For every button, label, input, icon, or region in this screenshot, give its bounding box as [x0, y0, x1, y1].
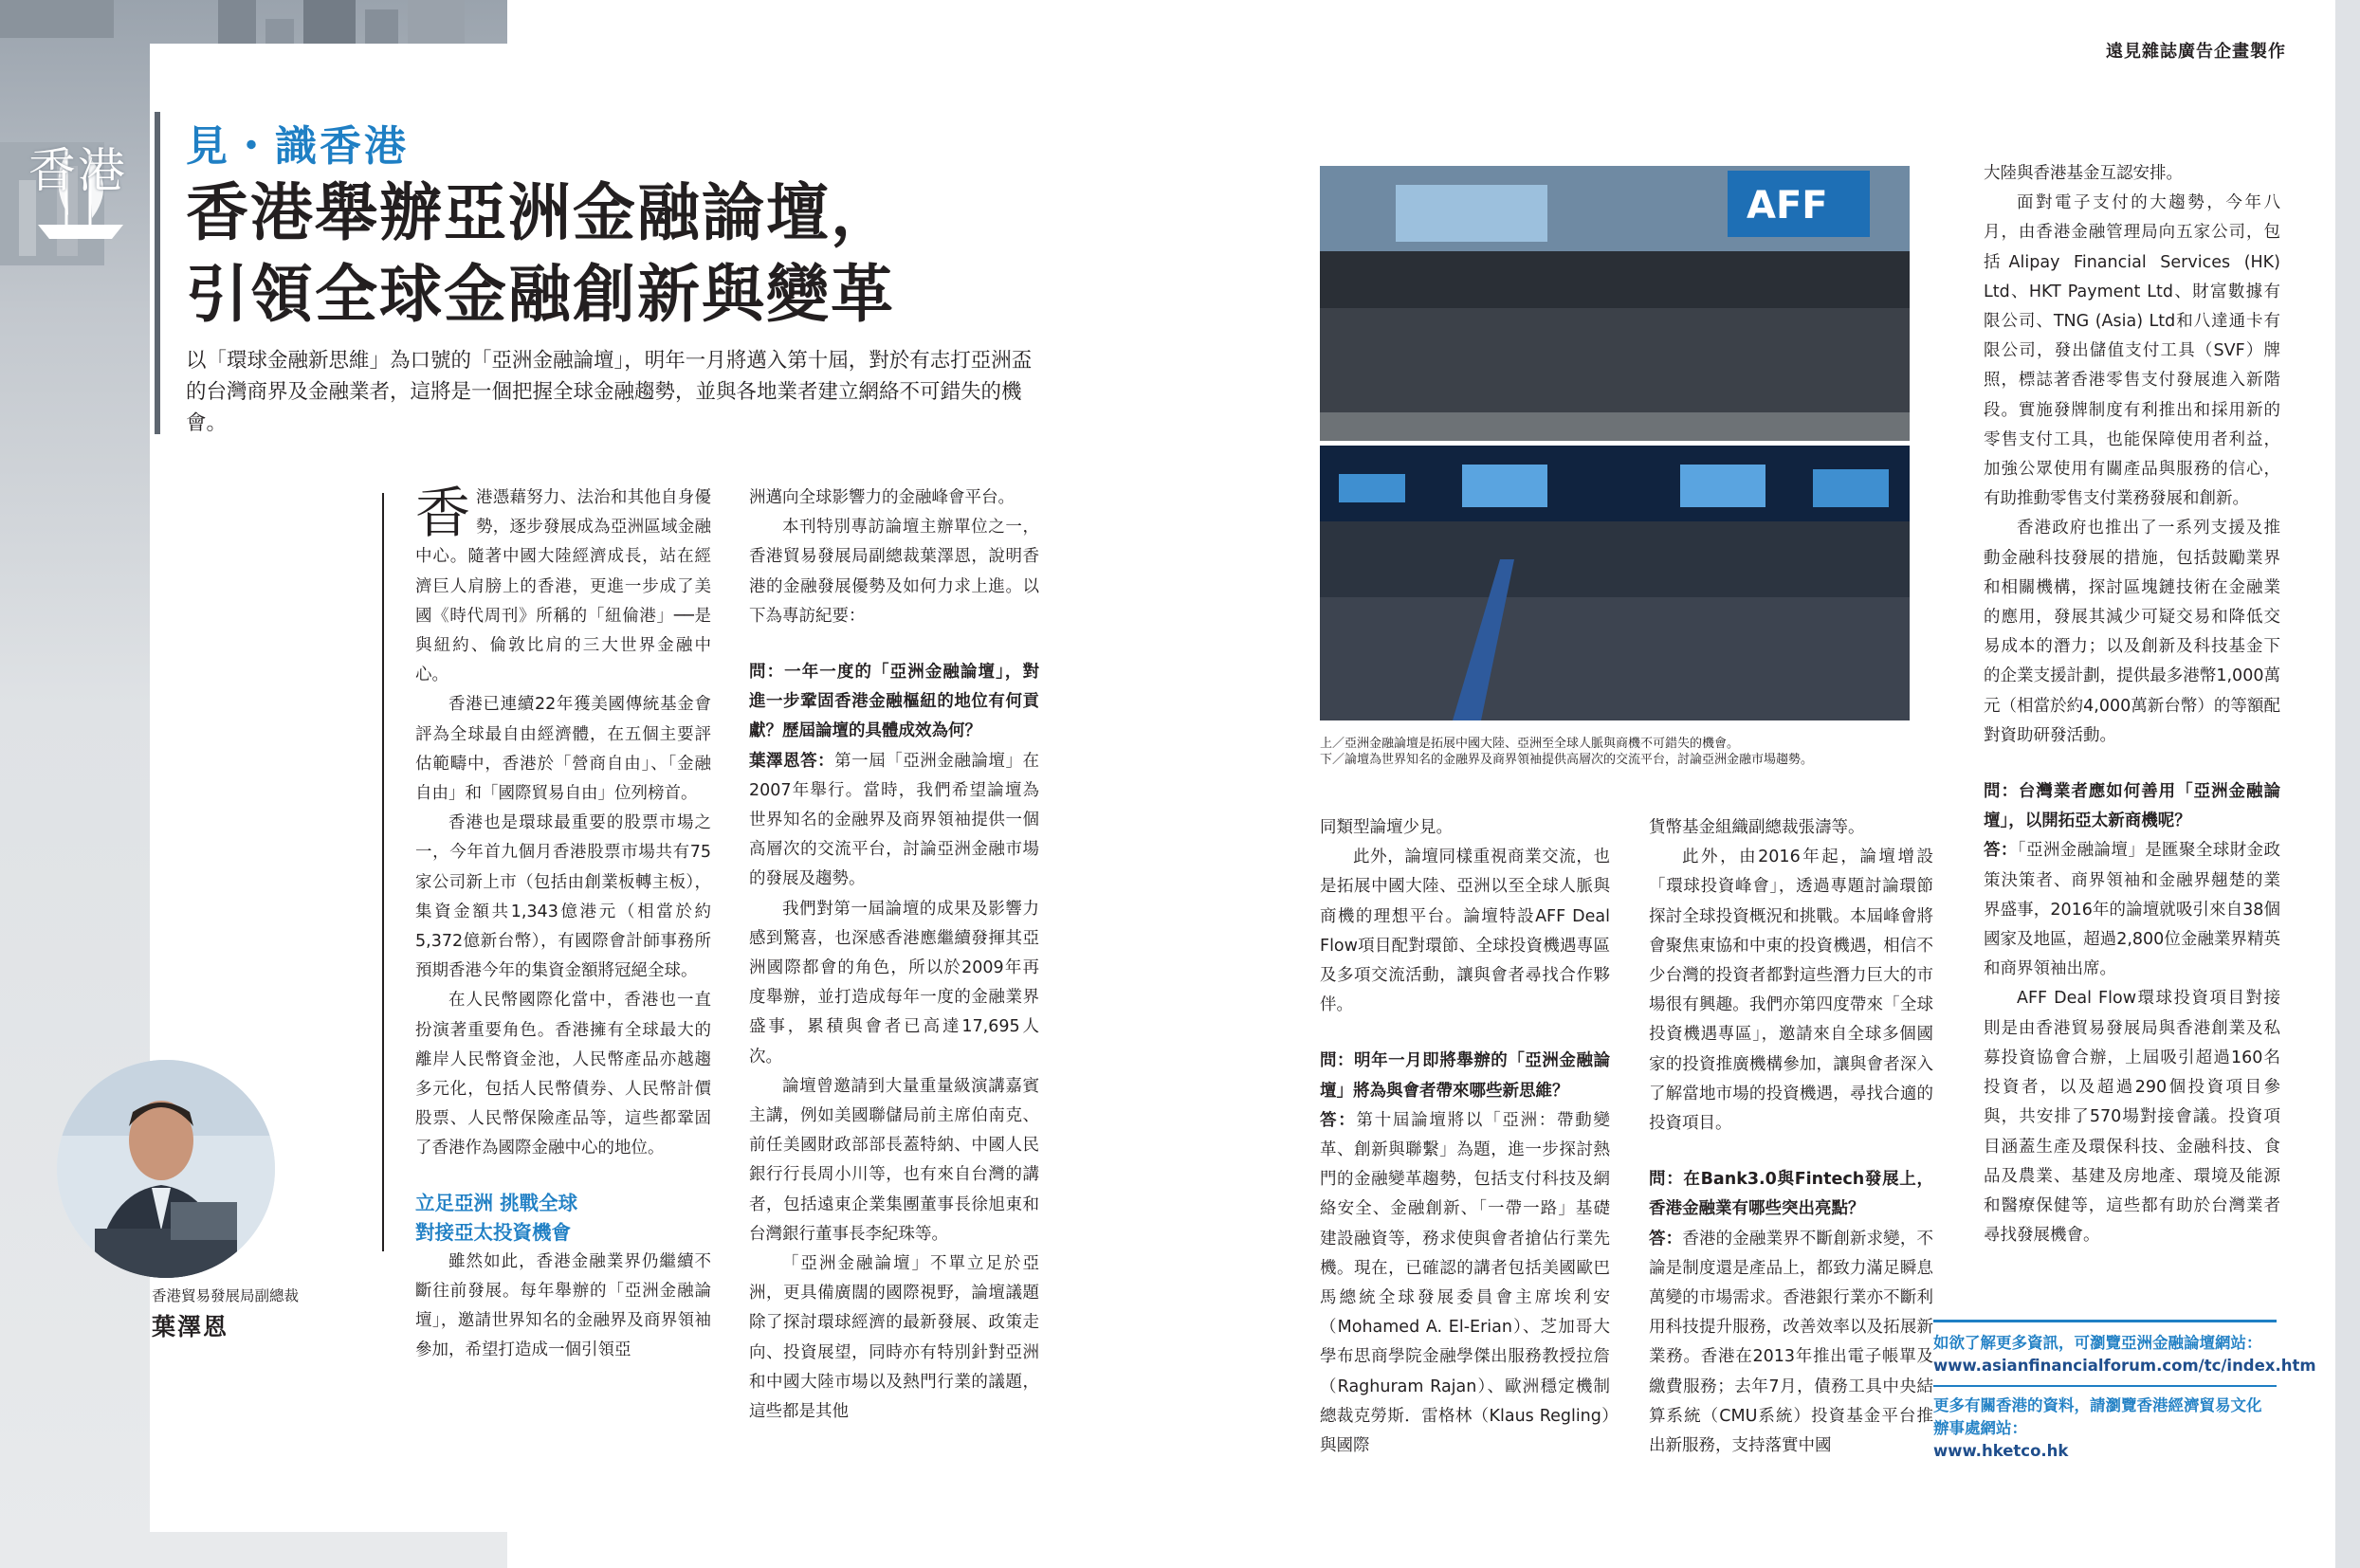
- forum-photo-bottom: [1320, 446, 1910, 720]
- headline-line-2: 引領全球金融創新與變革: [186, 258, 895, 331]
- answer-speaker: 答：: [1649, 1229, 1683, 1249]
- paragraph: 香港政府也推出了一系列支援及推動金融科技發展的措施，包括鼓勵業界和相關機構，探討區塊鏈技術在金融業的應用，發展其減少可疑交易和降低交易成本的潛力；以及創新及科技基金下的企業支援計劃，提供最多港幣1,000萬元（相當於約4,000萬新台幣）的等額配對資助研發活動。: [1984, 519, 2280, 745]
- interview-question: 問：一年一度的「亞洲金融論壇」，對進一步鞏固香港金融樞紐的地位有何貢獻？歷屆論壇的具體成效為何？: [749, 663, 1039, 741]
- paragraph: 「亞洲金融論壇」不單立足於亞洲，更具備廣闊的國際視野，論壇議題除了探討環球經濟的最新發展、政策走向、投資展望，同時亦有特別針對亞洲和中國大陸市場以及熱門行業的議題，這些都是其他: [749, 1254, 1039, 1422]
- article-headline: [186, 173, 895, 336]
- answer-speaker: 答：: [1320, 1110, 1357, 1130]
- article-lede: 以「環球金融新思維」為口號的「亞洲金融論壇」，明年一月將邁入第十屆，對於有志打亞洲盃的台灣商界及金融業者，這將是一個把握全球金融趨勢，並與各地業者建立網絡不可錯失的機會。: [186, 349, 1033, 435]
- paragraph: 洲邁向全球影響力的金融峰會平台。: [749, 488, 1015, 507]
- interview-question: 問：台灣業者應如何善用「亞洲金融論壇」，以開拓亞太新商機呢？: [1984, 782, 2280, 831]
- subheading: 立足亞洲 挑戰全球 對接亞太投資機會: [415, 1191, 578, 1244]
- answer-text: 第一屆「亞洲金融論壇」在2007年舉行。當時，我們希望論壇為世界知名的金融界及商界領袖提供一個高層次的交流平台，討論亞洲金融市場的發展及趨勢。: [749, 751, 1039, 889]
- paragraph: 論壇曾邀請到大量重量級演講嘉賓主講，例如美國聯儲局前主席伯南克、前任美國財政部部長蓋特納、中國人民銀行行長周小川等，也有來自台灣的講者，包括遠東企業集團董事長徐旭東和台灣銀行董事長李紀珠等。: [749, 1076, 1039, 1244]
- info-text-forum: 如欲了解更多資訊，可瀏覽亞洲金融論壇網站：: [1933, 1334, 2262, 1352]
- column-2: [749, 483, 1039, 1427]
- forum-website-link[interactable]: www.asianfinancialforum.com/tc/index.htm: [1933, 1357, 2316, 1375]
- column-1: [415, 483, 711, 1365]
- interview-question: 問：在Bank3.0與Fintech發展上，香港金融業有哪些突出亮點？: [1649, 1170, 1933, 1219]
- page-edge: [2335, 0, 2360, 1568]
- paragraph: 此外，由2016年起，論壇增設「環球投資峰會」，透過專題討論環節探討全球投資概況和挑戰。本屆峰會將會聚焦東協和中東的投資機遇，相信不少台灣的投資者都對這些潛力巨大的市場很有興趣。我們亦第四度帶來「全球投資機遇專區」，邀請來自全球多個國家的投資推廣機構參加，讓與會者深入了解當地市場的投資機遇，尋找合適的投資項目。: [1649, 848, 1933, 1134]
- column-4: [1649, 813, 1933, 1461]
- caption-top: 上／亞洲金融論壇是拓展中國大陸、亞洲至全球人脈與商機不可錯失的機會。: [1320, 737, 1740, 751]
- portrait-photo: [57, 1060, 275, 1278]
- interview-answer: [1320, 1106, 1610, 1461]
- info-box: [1933, 1320, 2316, 1463]
- column-3: [1320, 813, 1610, 1461]
- paragraph: AFF Deal Flow環球投資項目對接則是由香港貿易發展局與香港創業及私募投資協會合辦，上屆吸引超過160名投資者，以及超過290個投資項目參與，共安排了570場對接會議。投資項目涵蓋生產及環保科技、金融科技、食品及農業、基建及房地產、環境及能源和醫療保健等，這些都有助於台灣業者尋找發展機會。: [1984, 989, 2280, 1246]
- portrait-caption: [152, 1285, 299, 1342]
- photo-sign: AFF: [1747, 184, 1828, 228]
- interview-answer: [749, 747, 1039, 895]
- paragraph: 香港已連續22年獲美國傳統基金會評為全球最自由經濟體，在五個主要評估範疇中，香港於「營商自由」、「金融自由」和「國際貿易自由」位列榜首。: [415, 695, 711, 804]
- paragraph: 此外，論壇同樣重視商業交流，也是拓展中國大陸、亞洲以至全球人脈與商機的理想平台。論壇特設AFF Deal Flow項目配對環節、全球投資機遇專區及多項交流活動，讓與會者尋找合作夥伴。: [1320, 848, 1610, 1015]
- paragraph: 貨幣基金組織副總裁張濤等。: [1649, 818, 1865, 837]
- answer-speaker: 答：: [1984, 841, 2018, 861]
- publisher-credit: 遠見雜誌廣告企畫製作: [2106, 42, 2286, 62]
- portrait-name: 葉澤恩: [152, 1313, 229, 1340]
- paragraph: [415, 483, 711, 690]
- column-5: [1984, 159, 2280, 1250]
- answer-text: 第十屆論壇將以「亞洲：帶動變革、創新與聯繫」為題，進一步探討熱門的金融變革趨勢，包括支付科技及網絡安全、金融創新、「一帶一路」基礎建設融資等，務求使與會者搶佔行業先機。現在，已確認的講者包括美國歐巴馬總統全球發展委員會主席埃利安（Mohamed A. El-Erian）、芝加哥大學布思商學院金融學傑出服務教授拉詹（Raghuram Rajan）、歐洲穩定機制總裁克勞斯．雷格林（Klaus Regling）與國際: [1320, 1110, 1611, 1456]
- headline-bar: [155, 112, 160, 434]
- paragraph: 本刊特別專訪論壇主辦單位之一，香港貿易發展局副總裁葉澤恩，說明香港的金融發展優勢及如何力求上進。以下為專訪紀要：: [749, 518, 1039, 626]
- auditorium-photo: [1320, 446, 1910, 720]
- info-text-hketco: 更多有關香港的資料，請瀏覽香港經濟貿易文化辦事處網站：: [1933, 1396, 2262, 1437]
- answer-text: 香港的金融業界不斷創新求變，不論是制度還是產品上，都致力滿足瞬息萬變的市場需求。香港銀行業亦不斷利用科技提升服務，改善效率以及拓展新業務。香港在2013年推出電子帳單及繳費服務；去年7月，債務工具中央結算系統（CMU系統）投資基金平台推出新服務，支持落實中國: [1649, 1229, 1933, 1456]
- interview-answer: [1984, 836, 2280, 984]
- portrait-role: 香港貿易發展局副總裁: [152, 1287, 300, 1304]
- caption-bottom: 下／論壇為世界知名的金融界及商界領袖提供高層次的交流平台，討論亞洲金融市場趨勢。: [1320, 753, 1814, 767]
- info-divider: [1933, 1385, 2277, 1387]
- paragraph: 大陸與香港基金互認安排。: [1984, 164, 2183, 183]
- paragraph: 我們對第一屆論壇的成果及影響力感到驚喜，也深感香港應繼續發揮其亞洲國際都會的角色，所以於2009年再度舉辦，並打造成每年一度的金融業界盛事，累積與會者已高達17,695人次。: [749, 899, 1039, 1067]
- paragraph: 香港也是環球最重要的股票市場之一，今年首九個月香港股票市場共有75家公司新上市（包括由創業板轉主板），集資金額共1,343億港元（相當於約5,372億新台幣），有國際會計師事務所預期香港今年的集資金額將冠絕全球。: [415, 813, 711, 981]
- speaker-portrait: [57, 1060, 275, 1278]
- answer-speaker: 葉澤恩答：: [749, 751, 835, 771]
- interview-question: 問：明年一月即將舉辦的「亞洲金融論壇」將為與會者帶來哪些新思維？: [1320, 1051, 1610, 1101]
- paragraph-text: 港憑藉努力、法治和其他自身優勢，逐步發展成為亞洲區域金融中心。隨著中國大陸經濟成長，站在經濟巨人肩膀上的香港，更進一步成了美國《時代周刊》所稱的「紐倫港」──是與紐約、倫敦比肩的三大世界金融中心。: [415, 488, 711, 685]
- hong-kong-logo: [0, 59, 152, 239]
- hong-kong-wordmark: 香港: [28, 143, 127, 198]
- headline-line-1: 香港舉辦亞洲金融論壇，: [186, 176, 895, 249]
- paragraph: 同類型論壇少見。: [1320, 818, 1453, 837]
- exhibition-hall-photo: [1320, 166, 1910, 441]
- forum-photo-top: [1320, 166, 1910, 441]
- paragraph: 雖然如此，香港金融業界仍繼續不斷往前發展。每年舉辦的「亞洲金融論壇」，邀請世界知名的金融界及商界領袖參加，希望打造成一個引領亞: [415, 1251, 711, 1360]
- column-rule: [382, 493, 384, 1251]
- hketco-website-link[interactable]: www.hketco.hk: [1933, 1442, 2069, 1460]
- paragraph: 在人民幣國際化當中，香港也一直扮演著重要角色。香港擁有全球最大的離岸人民幣資金池，人民幣產品亦越趨多元化，包括人民幣債券、人民幣計價股票、人民幣保險產品等，這些都鞏固了香港作為國際金融中心的地位。: [415, 991, 711, 1158]
- photo-caption: [1320, 736, 1984, 768]
- interview-answer: [1649, 1225, 1933, 1462]
- answer-text: 「亞洲金融論壇」是匯聚全球財金政策決策者、商界領袖和金融界翹楚的業界盛事，2016年的論壇就吸引來自38個國家及地區，超過2,800位金融業界精英和商界領袖出席。: [1984, 841, 2281, 979]
- drop-cap: 香: [415, 481, 471, 545]
- right-page: [1180, 0, 2360, 1568]
- section-kicker: 見・識香港: [186, 122, 409, 171]
- paragraph: 面對電子支付的大趨勢，今年八月，由香港金融管理局向五家公司，包括Alipay Financial Services (HK) Ltd、HKT Payment Ltd、財富數據有限公司、TNG (Asia) Ltd和八達通卡有限公司，發出儲值支付工具（SVF）牌照，標誌著香港零售支付發展進入新階段。實施發牌制度有利推出和採用新的零售支付工具，也能保障使用者利益，加強公眾使用有關產品與服務的信心，有助推動零售支付業務發展和創新。: [1984, 193, 2280, 509]
